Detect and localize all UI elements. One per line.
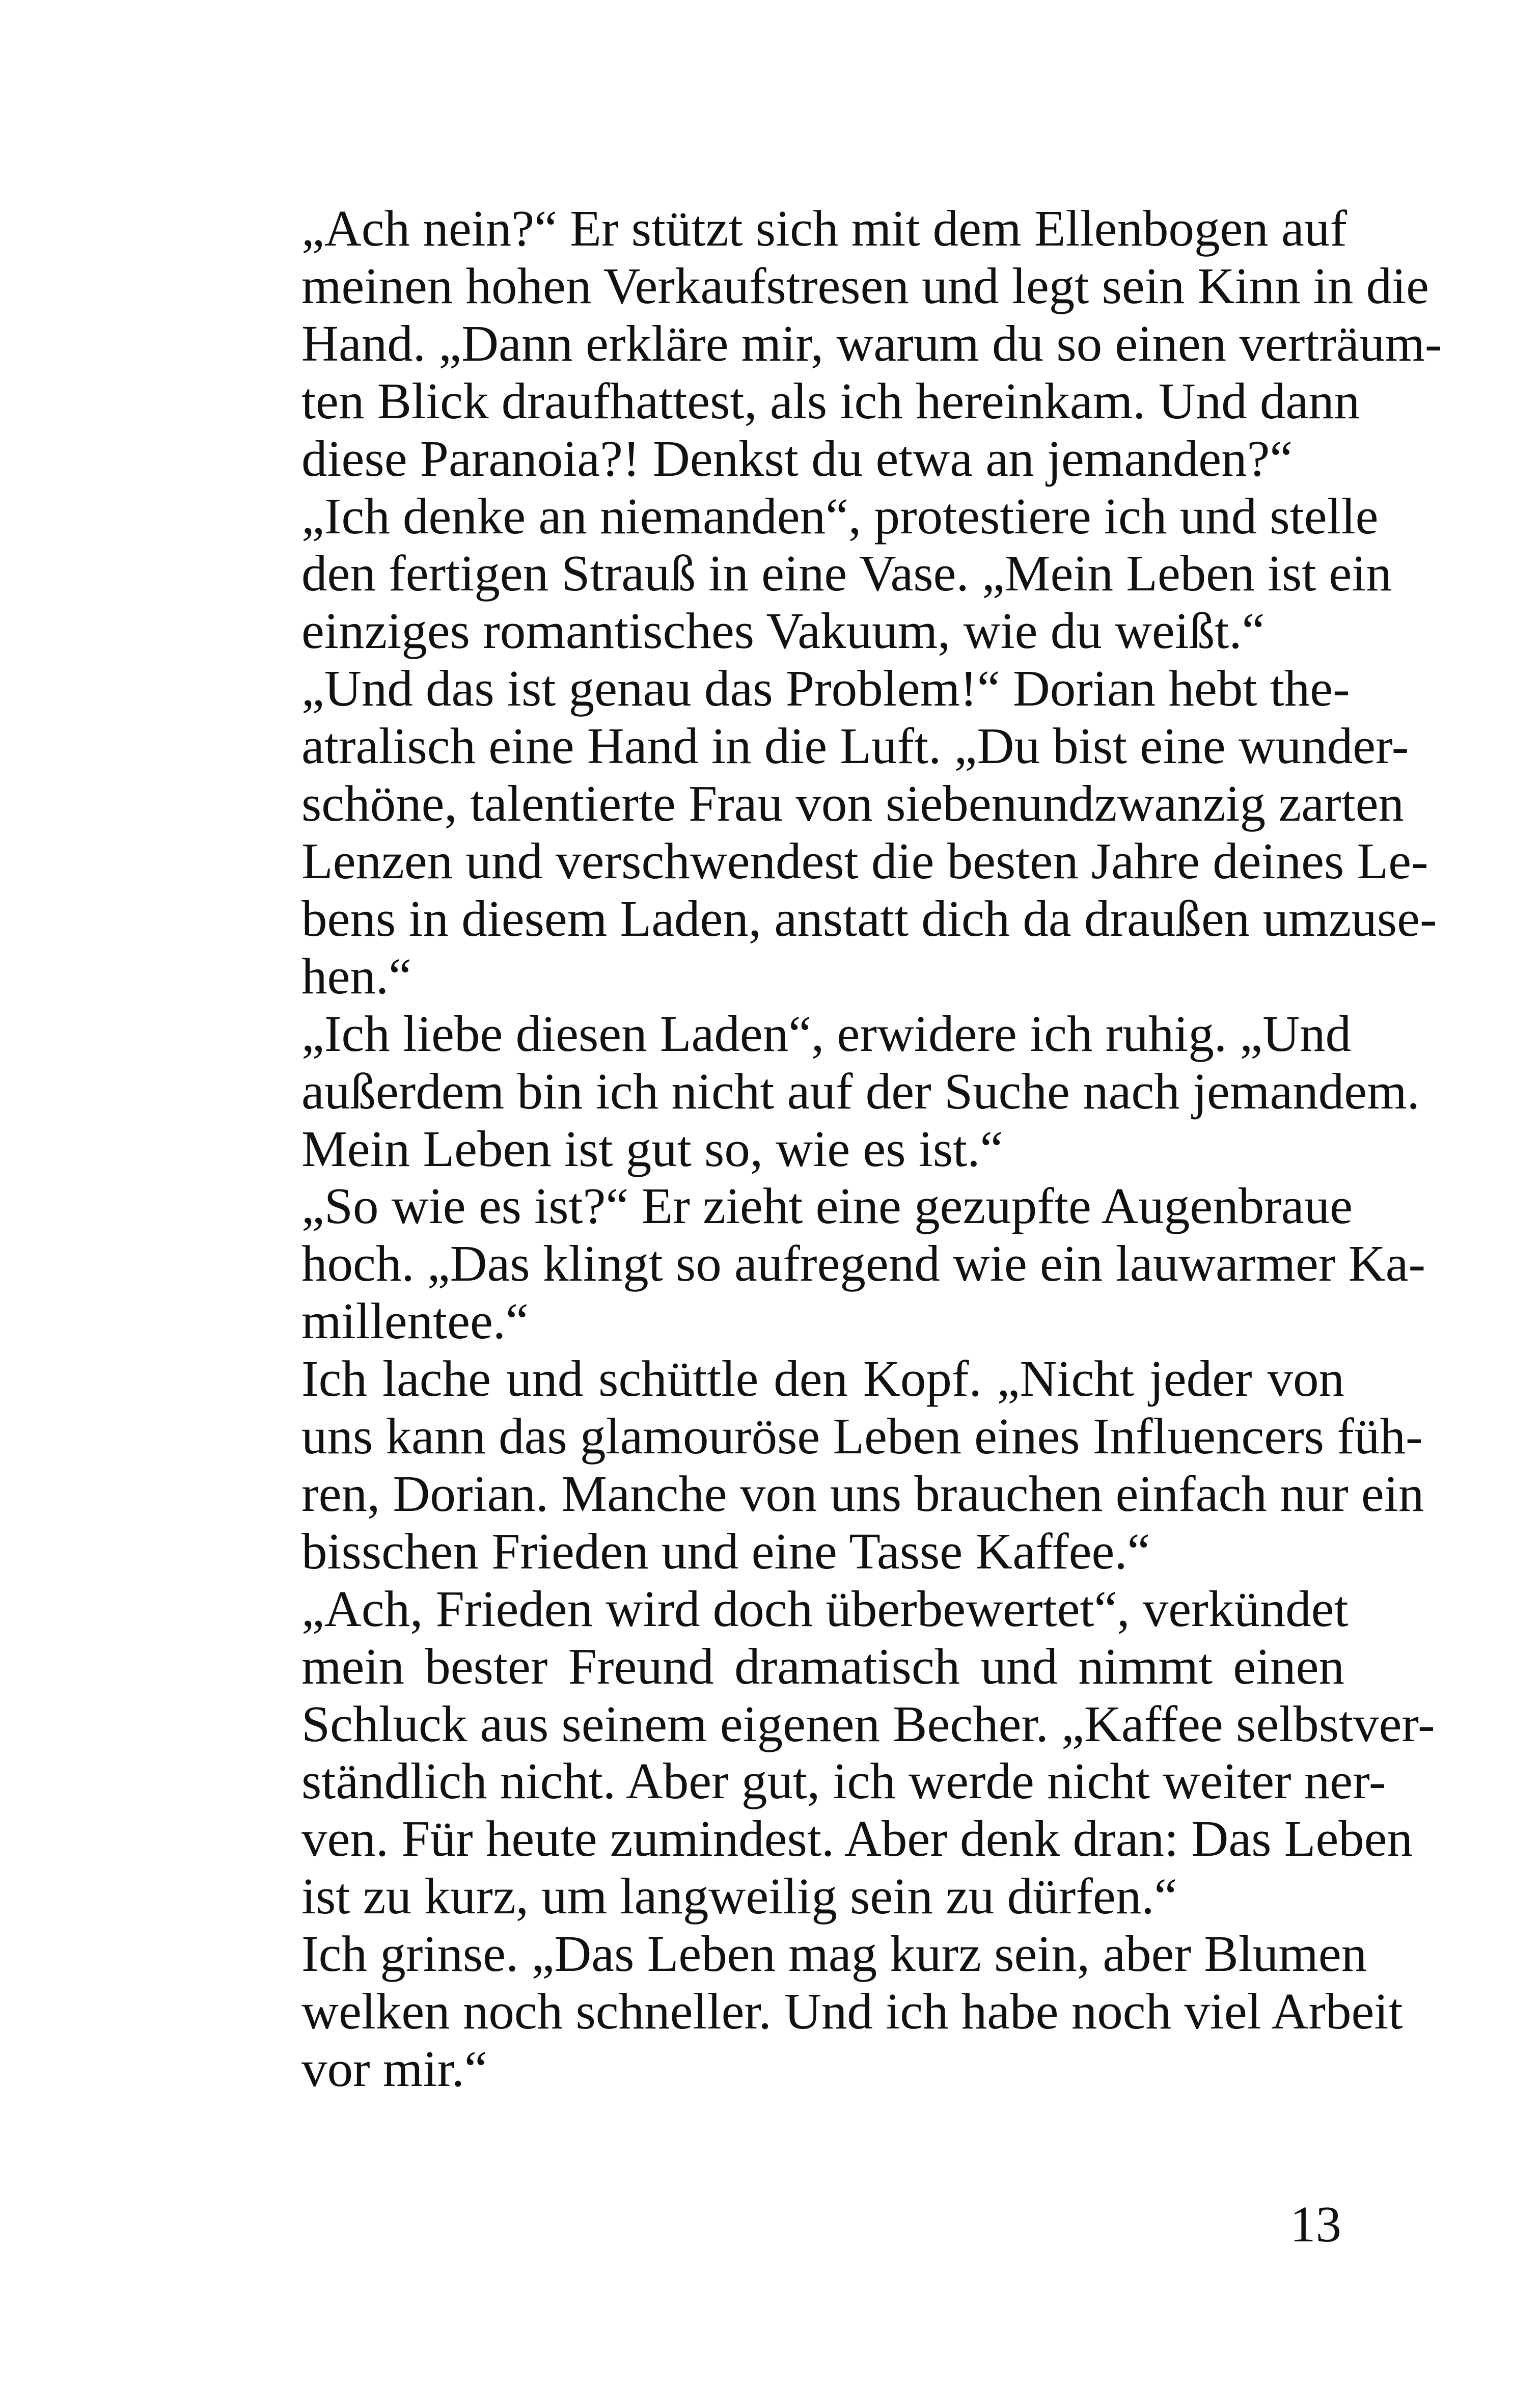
text-line: Lenzen und verschwendest die besten Jahre deines Le- [301,832,1428,889]
text-line: hoch. „Das klingt so aufregend wie ein lauwarmer Ka- [301,1235,1426,1292]
text-line: ist zu kurz, um langweilig sein zu dürfen.“ [301,1867,1177,1925]
text-line: ständlich nicht. Aber gut, ich werde nicht weiter ner- [301,1752,1386,1810]
text-line: meinen hohen Verkaufstresen und legt sein Kinn in die [301,257,1429,314]
paragraph [240,487,1392,660]
paragraph [240,1350,1424,1580]
page-number: 13 [1290,2196,1341,2253]
text-line: mein bester Freund dramatisch und nimmt einen [301,1637,1344,1695]
paragraph [240,200,1442,488]
text-line: hen.“ [301,947,411,1005]
text-line: uns kann das glamouröse Leben eines Influencers füh- [301,1407,1423,1465]
text-line: einziges romantisches Vakuum, wie du weißt.“ [301,602,1265,660]
text-line: „Ach nein?“ Er stützt sich mit dem Ellenbogen auf [301,200,1347,257]
paragraph [240,1925,1403,2098]
paragraph [240,1177,1426,1350]
text-line: vor mir.“ [301,2040,487,2097]
text-line: außerdem bin ich nicht auf der Suche nach jemandem. [301,1062,1420,1120]
text-line: schöne, talentierte Frau von siebenundzwanzig zarten [301,775,1405,832]
text-line: Schluck aus seinem eigenen Becher. „Kaffee selbstver- [301,1695,1435,1752]
paragraph [240,1005,1420,1178]
text-line: millentee.“ [301,1292,529,1350]
text-line: welken noch schneller. Und ich habe noch viel Arbeit [301,1983,1403,2040]
body-text [240,200,1442,2098]
text-line: bisschen Frieden und eine Tasse Kaffee.“ [301,1522,1150,1580]
text-line: „Ich liebe diesen Laden“, erwidere ich ruhig. „Und [301,1005,1352,1062]
text-line: den fertigen Strauß in eine Vase. „Mein Leben ist ein [301,545,1392,602]
text-line: ren, Dorian. Manche von uns brauchen einfach nur ein [301,1465,1424,1522]
paragraph [240,660,1437,1005]
text-line: atralisch eine Hand in die Luft. „Du bist eine wunder- [301,717,1409,775]
text-line: Ich lache und schüttle den Kopf. „Nicht jeder von [301,1350,1344,1407]
text-line: bens in diesem Laden, anstatt dich da draußen umzuse- [301,889,1437,947]
paragraph [240,1580,1435,1925]
text-line: „Ich denke an niemanden“, protestiere ich und stelle [301,487,1379,545]
text-line: Ich grinse. „Das Leben mag kurz sein, aber Blumen [301,1925,1367,1983]
text-line: „Ach, Frieden wird doch überbewertet“, verkündet [301,1580,1349,1637]
text-line: Hand. „Dann erkläre mir, warum du so einen verträum- [301,314,1442,372]
text-line: „Und das ist genau das Problem!“ Dorian hebt the- [301,660,1350,717]
text-line: „So wie es ist?“ Er zieht eine gezupfte Augenbraue [301,1177,1353,1235]
text-line: ven. Für heute zumindest. Aber denk dran: Das Leben [301,1810,1413,1867]
text-line: diese Paranoia?! Denkst du etwa an jemanden?“ [301,429,1293,487]
text-line: Mein Leben ist gut so, wie es ist.“ [301,1120,1003,1177]
text-line: ten Blick draufhattest, als ich hereinkam. Und dann [301,372,1360,429]
